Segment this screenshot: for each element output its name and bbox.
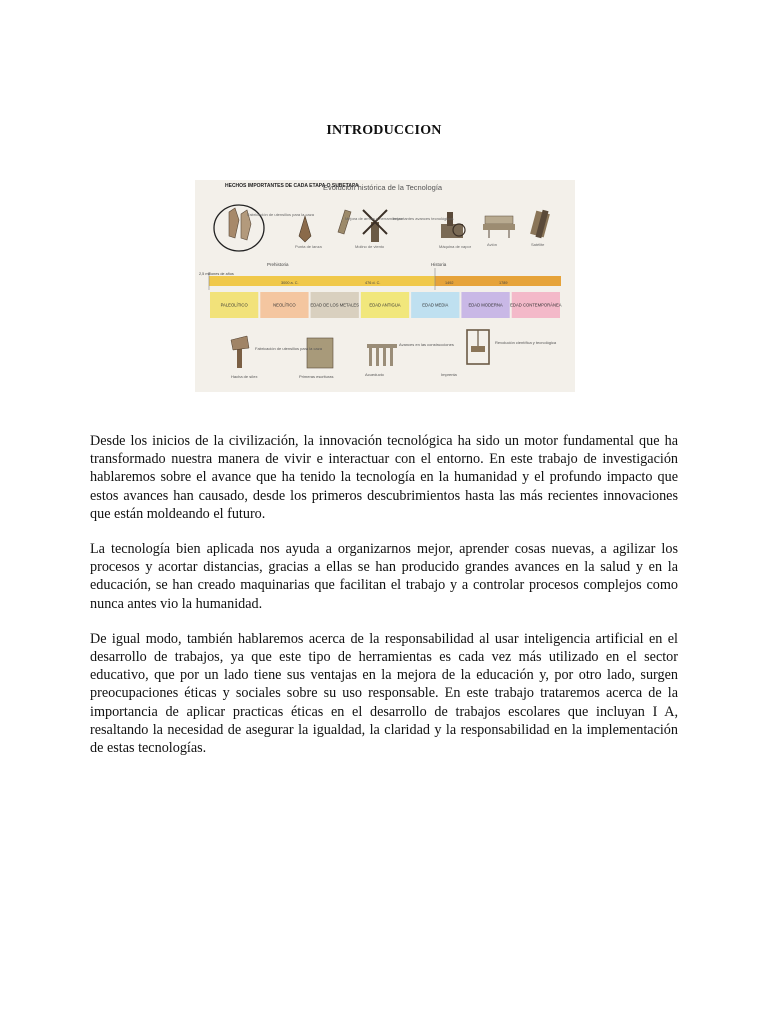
top-label: Máquina de vapor (439, 244, 472, 249)
windmill-icon (363, 210, 387, 242)
page-title: INTRODUCCION (326, 123, 442, 138)
clay-tablet-icon (307, 338, 333, 368)
technology-timeline-figure (195, 180, 575, 392)
period-label: Prehistoria (267, 262, 289, 267)
era-boxes (210, 292, 562, 318)
printing-press-icon (467, 330, 489, 364)
introduction-body (90, 432, 678, 774)
paragraph: La tecnología bien aplicada nos ayuda a organizarnos mejor, aprender cosas nuevas, a agilizar los procesos y acortar distancias, gracias a ellas se han producido grandes avances en la salud y en la educación, se han creado maquinarias que facilitan el trabajo y a controlar procesos complejos como nunca antes vio la humanidad. (90, 541, 678, 612)
era-label: PALEOLÍTICO (220, 302, 248, 308)
era-label: EDAD ANTIGUA (369, 302, 401, 308)
date-label: 1789 (499, 281, 508, 285)
paragraph: De igual modo, también hablaremos acerca de la responsabilidad al usar inteligencia artificial en el desarrollo de trabajos, ya que este tipo de herramientas es cada vez más utilizado en el sector educativo, que por un lado tiene sus ventajas en la mejora de la educación y, por otro lado, surgen preocupaciones éticas y sociales sobre su uso responsable. En este trabajo trataremos acerca de la importancia de aplicar practicas éticas en el desarrollo de trabajos escolares que incluyan I A, resaltando la necesidad de asegurar la igualdad, la claridad y la responsabilidad en la implementación de estas tecnologías. (90, 630, 678, 757)
top-label: Satélite (531, 242, 545, 247)
top-label: Mejora de armas y herramientas (345, 216, 403, 221)
bottom-label: Acueducto (365, 372, 384, 377)
era-label: EDAD DE LOS METALES (310, 302, 359, 308)
timeline-bar-end (435, 276, 561, 286)
aqueduct-icon (367, 344, 397, 366)
tool-icon (338, 210, 351, 234)
top-label: Molino de viento (355, 244, 385, 249)
period-label: Historia (431, 262, 447, 267)
airplane-icon (483, 216, 515, 238)
top-label: Importantes avances tecnológicos (393, 216, 454, 221)
top-label: Punta de lanza (295, 244, 322, 249)
satellite-icon (530, 210, 550, 239)
bottom-label: Hacha de sílex (231, 374, 258, 379)
stone-tool-icon (229, 208, 239, 238)
era-label: EDAD CONTEMPORÁNEA (510, 302, 562, 308)
era-label: EDAD MEDIA (422, 302, 449, 308)
top-label: Fabricación de utensilios para la caza (247, 212, 314, 217)
era-label: NEOLÍTICO (273, 302, 296, 308)
bottom-label: Fabricación de utensilios para la caza (255, 346, 322, 351)
figure-title: Evolución histórica de la Tecnología (323, 183, 443, 192)
bottom-label: Avances en las construcciones (399, 342, 454, 347)
bottom-label: Imprenta (441, 372, 457, 377)
date-label: 476 d. C. (365, 281, 381, 285)
spear-point-icon (299, 216, 311, 242)
axe-icon (231, 336, 249, 368)
date-label: 3000 a. C. (281, 281, 299, 285)
bottom-label: Revolución científica y tecnológica (495, 340, 557, 345)
date-label: 2,5 millones de años (199, 272, 234, 276)
top-label: Avión (487, 242, 497, 247)
bottom-label: Primeras escrituras (299, 374, 334, 379)
era-label: EDAD MODERNA (468, 302, 503, 308)
date-label: 1492 (445, 281, 454, 285)
paragraph: Desde los inicios de la civilización, la innovación tecnológica ha sido un motor fundamental que ha transformado nuestra manera de vivir e interactuar con el entorno. En este trabajo de investigación hablaremos sobre el avance que ha tenido la tecnología en la humanidad y el profundo impacto que estos avances han causado, desde los primeros descubrimientos hasta las más recientes innovaciones que están moldeando el futuro. (90, 433, 678, 522)
timeline-illustration (195, 180, 575, 392)
header-box-text: HECHOS IMPORTANTES DE CADA ETAPA O SUBETAPA (225, 183, 359, 189)
